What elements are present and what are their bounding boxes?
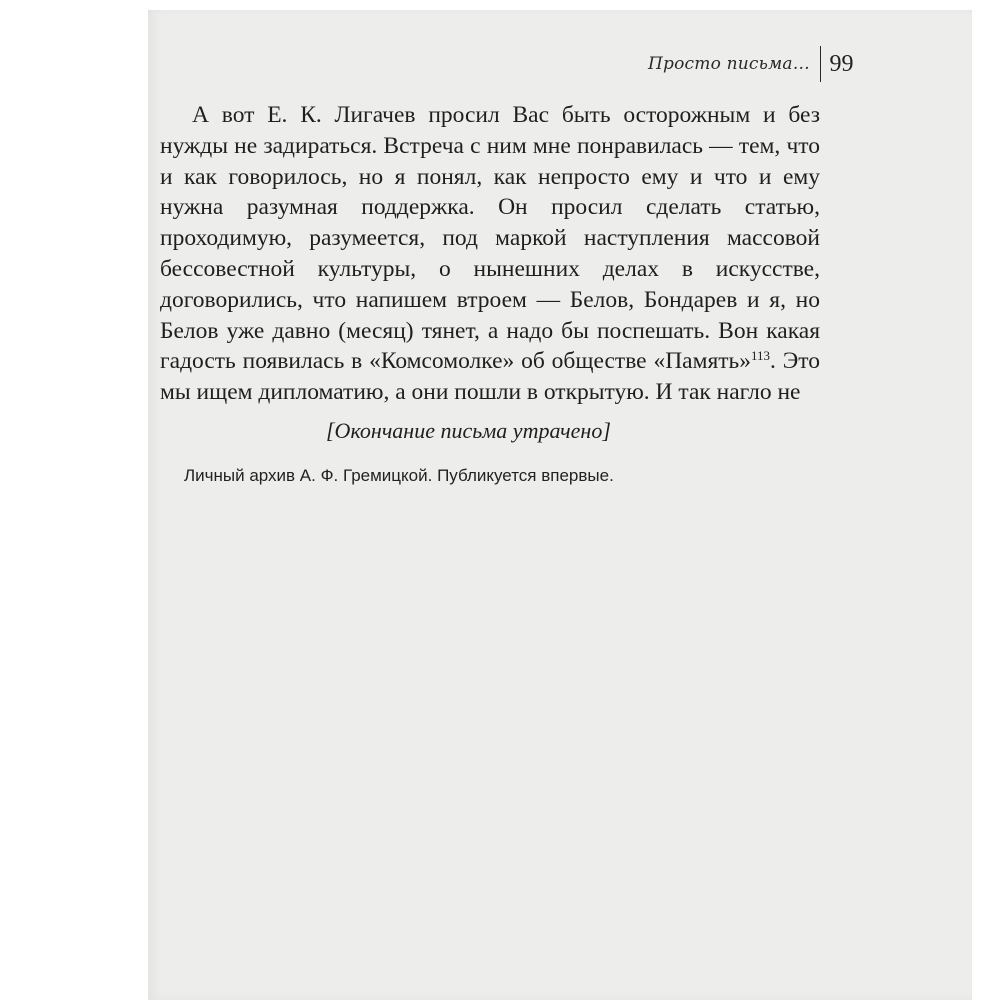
editorial-note: [Окончание письма утрачено] [326, 418, 611, 443]
footnote-reference: 113 [751, 348, 771, 364]
page-header [648, 44, 853, 84]
source-note: Личный архив А. Ф. Гремицкой. Публикуется впервые. [184, 466, 614, 485]
letter-text-tail: . Это мы ищем дипломатию, а они пошли в открытую. И так нагло не [160, 348, 820, 406]
page-number: 99 [829, 50, 854, 77]
letter-paragraph [160, 100, 820, 408]
running-title: Просто письма… [648, 54, 810, 74]
header-divider [820, 46, 822, 82]
letter-text: А вот Е. К. Лигачев просил Вас быть осторожным и без нужды не задираться. Встреча с ним мне понравилась — тем, что и как говорилось, но я понял, как непросто ему и что и ему нужна разумная поддержка. Он просил сделать статью, проходимую, разумеется, под маркой наступления массовой бессовестной культуры, о нынешних делах в искусстве, договорились, что напишем втроем — Белов, Бондарев и я, но Белов уже давно (месяц) тянет, а надо бы поспешать. Вон какая гадость появилась в «Комсомолке» об обществе «Память» [160, 102, 820, 375]
